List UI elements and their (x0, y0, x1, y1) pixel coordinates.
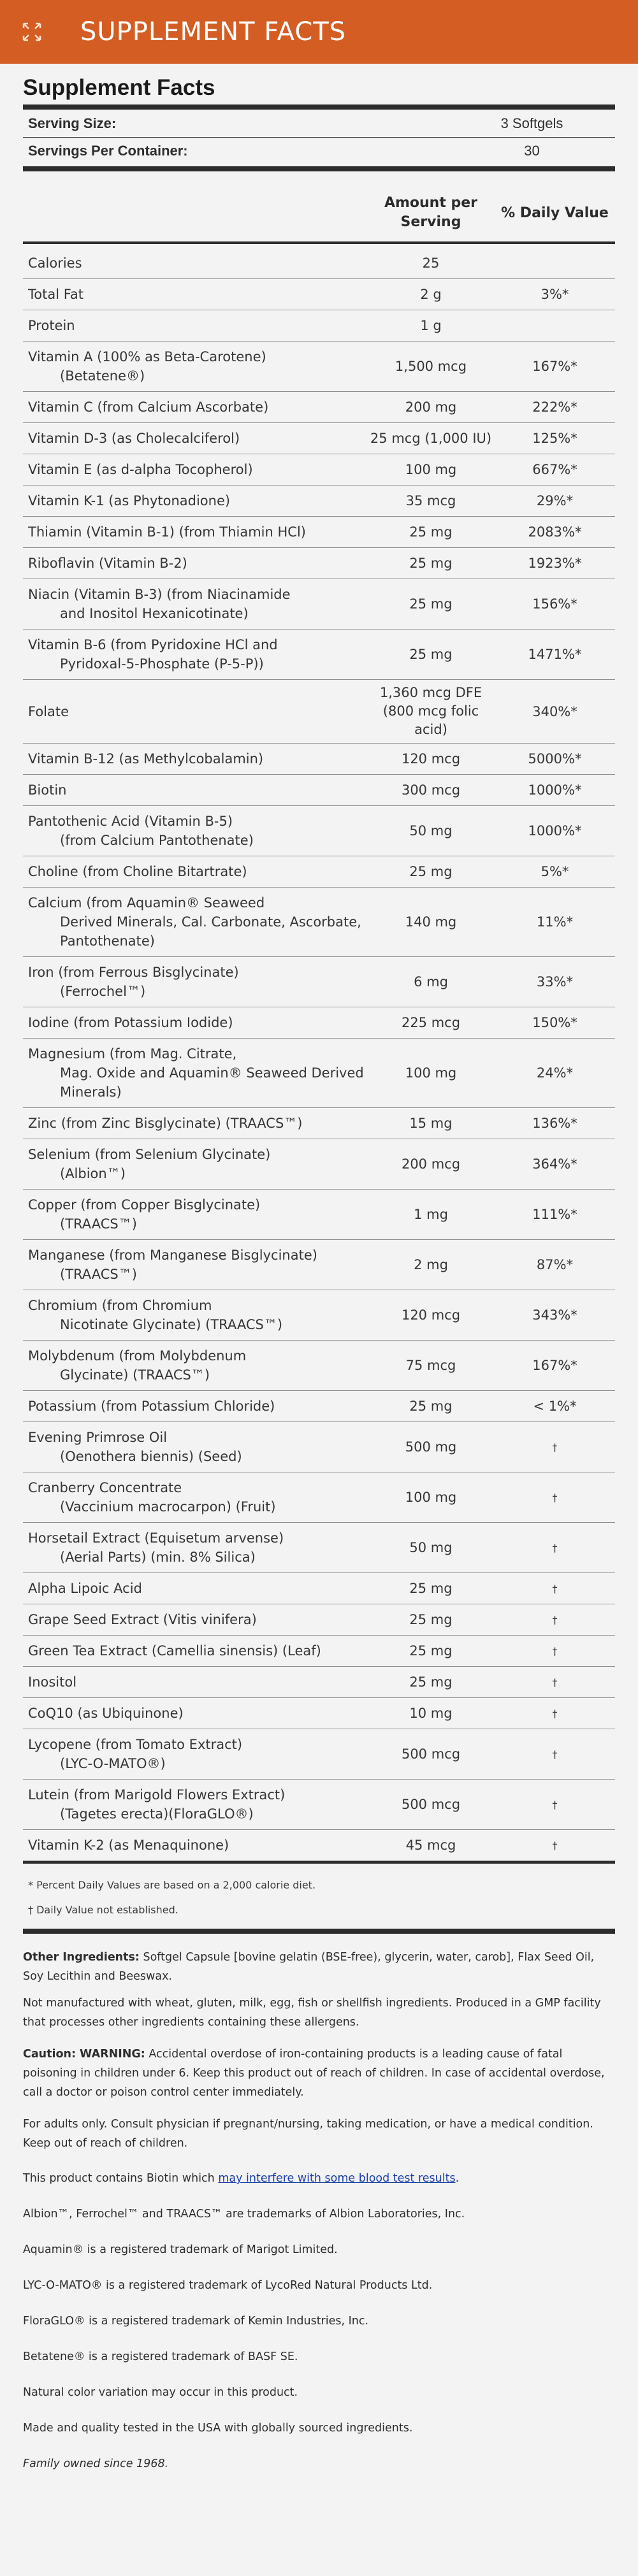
table-row (23, 1729, 615, 1780)
nutrient-source: (TRAACS™) (60, 1267, 137, 1282)
nutrient-name (23, 1007, 367, 1038)
table-row (23, 1341, 615, 1391)
nutrient-label: Potassium (from Potassium Chloride) (28, 1399, 275, 1414)
trademark-lyco: LYC-O-MATO® is a registered trademark of LycoRed Natural Products Ltd. (23, 2279, 433, 2292)
daily-value: † (552, 1676, 558, 1688)
table-row (23, 517, 615, 548)
amount-per-serving: 100 mg (405, 1065, 457, 1081)
biotin-statement (23, 2169, 615, 2188)
daily-value: 24%* (536, 1065, 574, 1081)
daily-value: 1000%* (528, 823, 582, 838)
product-info (23, 1948, 615, 2473)
trademark-floraglo: FloraGLO® is a registered trademark of Kemin Industries, Inc. (23, 2315, 369, 2328)
nutrient-label: Vitamin K-2 (as Menaquinone) (28, 1838, 229, 1853)
nutrient-name (23, 1422, 367, 1472)
daily-value: 111%* (532, 1207, 577, 1222)
nutrient-source: (Oenothera biennis) (Seed) (60, 1449, 242, 1464)
nutrient-source: (TRAACS™) (60, 1216, 137, 1232)
nutrient-table (23, 248, 615, 1861)
nutrient-source: Pyridoxal-5-Phosphate (P-5-P)) (60, 656, 264, 672)
nutrient-label: Selenium (from Selenium Glycinate) (28, 1147, 271, 1162)
amount-per-serving: 500 mcg (401, 1796, 461, 1812)
nutrient-label: Inositol (28, 1674, 77, 1690)
other-ingredients (23, 1948, 615, 1986)
footnote-daily-value: * Percent Daily Values are based on a 2,000 calorie diet. (28, 1879, 316, 1891)
daily-value: 5%* (540, 864, 569, 879)
nutrient-name (23, 1190, 367, 1239)
amount-per-serving: 140 mg (405, 914, 457, 930)
amount-per-serving: 200 mg (405, 399, 457, 415)
nutrient-source: (from Calcium Pantothenate) (60, 833, 254, 848)
amount-per-serving: 25 mg (409, 555, 453, 571)
nutrient-label: Lutein (from Marigold Flowers Extract) (28, 1787, 286, 1802)
amount-per-serving: 25 mg (409, 1674, 453, 1690)
nutrient-source: Derived Minerals, Cal. Carbonate, Ascorbate, Pantothenate) (60, 914, 361, 949)
table-row (23, 454, 615, 486)
nutrient-label: Calcium (from Aquamin® Seaweed (28, 895, 265, 910)
daily-value: † (552, 1582, 558, 1595)
amount-per-serving: 6 mg (414, 974, 448, 989)
amount-per-serving: 1,360 mcg DFE (800 mcg folic acid) (379, 685, 482, 737)
nutrient-label: Chromium (from Chromium (28, 1298, 212, 1313)
nutrient-label: Pantothenic Acid (Vitamin B-5) (28, 814, 233, 829)
nutrient-label: Vitamin K-1 (as Phytonadione) (28, 493, 231, 508)
nutrient-label: Vitamin E (as d-alpha Tocopherol) (28, 462, 253, 477)
other-ingredients-label: Other Ingredients: (23, 1951, 140, 1964)
daily-value-header: % Daily Value (501, 205, 609, 221)
table-row (23, 342, 615, 392)
daily-value: 1000%* (528, 782, 582, 798)
supplement-facts-panel (23, 73, 615, 1934)
amount-per-serving: 25 (422, 255, 440, 271)
nutrient-name (23, 696, 367, 727)
table-row (23, 1108, 615, 1139)
amount-per-serving: 75 mcg (405, 1357, 456, 1373)
nutrient-label: Folate (28, 703, 69, 719)
nutrient-label: Thiamin (Vitamin B-1) (from Thiamin HCl) (28, 524, 306, 540)
table-row (23, 1139, 615, 1190)
caution-text: Accidental overdose of iron-containing products is a leading cause of fatal poisoning in children under 6. Keep this product out of reach of children. In case of accidental overdose, call a doctor or poison control center immediately. (23, 2048, 605, 2099)
daily-value: † (552, 1707, 558, 1720)
daily-value: † (552, 1798, 558, 1811)
nutrient-name (23, 630, 367, 679)
nutrient-label: Grape Seed Extract (Vitis vinifera) (28, 1612, 257, 1627)
table-row (23, 957, 615, 1007)
adults-statement: For adults only. Consult physician if pregnant/nursing, taking medication, or have a medical condition. Keep out of reach of children. (23, 2118, 593, 2150)
daily-value: 11%* (536, 914, 574, 930)
nutrient-source: (Ferrochel™) (60, 984, 146, 999)
nutrient-source: Glycinate) (TRAACS™) (60, 1367, 210, 1383)
amount-per-serving: 25 mg (409, 863, 453, 879)
daily-value: 340%* (532, 703, 577, 719)
daily-value: 167%* (532, 359, 577, 374)
amount-per-serving: 100 mg (405, 461, 457, 477)
divider (23, 241, 615, 244)
table-row (23, 806, 615, 856)
amount-per-serving: 500 mcg (401, 1746, 461, 1762)
nutrient-source: (Vaccinium macrocarpon) (Fruit) (60, 1499, 276, 1515)
table-row (23, 1240, 615, 1290)
nutrient-label: Vitamin C (from Calcium Ascorbate) (28, 399, 269, 415)
nutrient-label: Riboflavin (Vitamin B-2) (28, 556, 187, 571)
nutrient-name (23, 856, 367, 887)
nutrient-name (23, 806, 367, 856)
family-owned: Family owned since 1968. (23, 2457, 169, 2470)
table-row (23, 1290, 615, 1341)
daily-value: 667%* (532, 462, 577, 477)
serving-size-value: 3 Softgels (500, 115, 563, 131)
amount-per-serving: 25 mg (409, 1398, 453, 1414)
amount-per-serving: 1 g (420, 317, 442, 333)
biotin-text: This product contains Biotin which (23, 2172, 219, 2185)
nutrient-name (23, 548, 367, 579)
nutrient-label: Copper (from Copper Bisglycinate) (28, 1197, 261, 1212)
amount-per-serving: 35 mcg (405, 493, 456, 508)
table-row (23, 1636, 615, 1667)
nutrient-label: Vitamin A (100% as Beta-Carotene) (28, 349, 266, 364)
nutrient-label: Calories (28, 255, 82, 271)
trademark-albion: Albion™, Ferrochel™ and TRAACS™ are trademarks of Albion Laboratories, Inc. (23, 2208, 465, 2220)
nutrient-name (23, 775, 367, 805)
amount-per-serving: 50 mg (409, 823, 453, 838)
nutrient-label: CoQ10 (as Ubiquinone) (28, 1706, 184, 1721)
table-row (23, 1830, 615, 1861)
nutrient-name (23, 486, 367, 516)
daily-value: † (552, 1839, 558, 1852)
daily-value: 150%* (532, 1015, 577, 1030)
daily-value: † (552, 1748, 558, 1760)
nutrient-label: Zinc (from Zinc Bisglycinate) (TRAACS™) (28, 1116, 303, 1131)
nutrient-source: (Tagetes erecta)(FloraGLO®) (60, 1806, 254, 1822)
facts-title: Supplement Facts (23, 75, 215, 100)
daily-value: 1923%* (528, 556, 582, 571)
nutrient-name (23, 1729, 367, 1779)
amount-per-serving: 25 mg (409, 1643, 453, 1659)
nutrient-name (23, 1341, 367, 1390)
nutrient-source: and Inositol Hexanicotinate) (60, 606, 249, 621)
table-row (23, 1604, 615, 1636)
amount-per-serving: 100 mg (405, 1489, 457, 1505)
amount-per-serving: 25 mg (409, 1611, 453, 1627)
daily-value: 156%* (532, 596, 577, 612)
serving-size-label: Serving Size: (28, 115, 117, 131)
amount-per-serving: 300 mcg (401, 782, 461, 798)
nutrient-name (23, 1698, 367, 1729)
trademark-aquamin: Aquamin® is a registered trademark of Marigot Limited. (23, 2243, 338, 2256)
table-row (23, 1391, 615, 1422)
table-row (23, 744, 615, 775)
daily-value: < 1%* (533, 1399, 577, 1414)
table-row (23, 775, 615, 806)
amount-per-serving: 2 g (420, 286, 442, 302)
nutrient-label: Manganese (from Manganese Bisglycinate) (28, 1248, 317, 1263)
amount-per-serving: 1 mg (414, 1206, 448, 1222)
nutrient-name (23, 1290, 367, 1340)
table-row (23, 1573, 615, 1604)
nutrient-name (23, 888, 367, 956)
daily-value: 87%* (536, 1257, 574, 1272)
daily-value: 2083%* (528, 524, 582, 540)
amount-per-serving: 1,500 mcg (395, 358, 467, 374)
daily-value: 136%* (532, 1116, 577, 1131)
amount-per-serving: 2 mg (414, 1256, 448, 1272)
nutrient-label: Vitamin D-3 (as Cholecalciferol) (28, 431, 240, 446)
footnote-not-established: † Daily Value not established. (28, 1904, 178, 1916)
table-row (23, 548, 615, 579)
amount-per-serving: 25 mg (409, 524, 453, 540)
table-row (23, 888, 615, 957)
amount-per-serving: 120 mcg (401, 751, 461, 766)
amount-per-serving: 25 mg (409, 596, 453, 612)
nutrient-name (23, 1472, 367, 1522)
table-row (23, 856, 615, 888)
table-row (23, 279, 615, 310)
table-row (23, 579, 615, 630)
color-variation: Natural color variation may occur in this product. (23, 2386, 298, 2399)
daily-value: 29%* (536, 493, 574, 508)
nutrient-label: Total Fat (28, 287, 83, 302)
nutrient-name (23, 1573, 367, 1604)
caution-warning (23, 2045, 615, 2102)
nutrient-label: Magnesium (from Mag. Citrate, (28, 1046, 237, 1061)
nutrient-label: Molybdenum (from Molybdenum (28, 1348, 247, 1364)
table-row (23, 1190, 615, 1240)
expand-arrows-icon[interactable] (22, 22, 42, 42)
nutrient-source: (Betatene®) (60, 368, 145, 384)
nutrient-name (23, 1039, 367, 1107)
nutrient-label: Iodine (from Potassium Iodide) (28, 1015, 233, 1030)
amount-per-serving: 25 mg (409, 646, 453, 662)
nutrient-name (23, 248, 367, 278)
daily-value: 343%* (532, 1307, 577, 1323)
amount-per-serving: 10 mg (409, 1705, 453, 1721)
nutrient-source: (Albion™) (60, 1166, 126, 1181)
nutrient-name (23, 454, 367, 485)
divider (23, 104, 615, 110)
nutrient-name (23, 517, 367, 547)
nutrient-label: Lycopene (from Tomato Extract) (28, 1737, 243, 1752)
table-row (23, 310, 615, 342)
nutrient-source: (Aerial Parts) (min. 8% Silica) (60, 1550, 256, 1565)
nutrient-label: Choline (from Choline Bitartrate) (28, 864, 247, 879)
nutrient-name (23, 1604, 367, 1635)
table-row (23, 1472, 615, 1523)
blood-test-link[interactable]: may interfere with some blood test results (218, 2172, 456, 2185)
nutrient-name (23, 1780, 367, 1829)
table-row (23, 680, 615, 744)
daily-value: 167%* (532, 1358, 577, 1373)
table-row (23, 392, 615, 423)
nutrient-label: Cranberry Concentrate (28, 1480, 182, 1495)
nutrient-name (23, 1636, 367, 1666)
nutrient-source: (LYC-O-MATO®) (60, 1756, 166, 1771)
amount-per-serving: 120 mcg (401, 1307, 461, 1323)
caution-label: Caution: WARNING: (23, 2048, 145, 2061)
table-row (23, 1698, 615, 1729)
daily-value: 3%* (540, 287, 569, 302)
amount-per-serving: 500 mg (405, 1439, 457, 1455)
table-row (23, 1523, 615, 1573)
nutrient-name (23, 1667, 367, 1697)
nutrient-name (23, 392, 367, 422)
servings-label: Servings Per Container: (28, 142, 188, 159)
allergen-statement: Not manufactured with wheat, gluten, milk, egg, fish or shellfish ingredients. Produced in a GMP facility that processes other ingredients containing these allergens. (23, 1997, 601, 2029)
serving-size-row (23, 110, 615, 137)
amount-per-serving: 50 mg (409, 1539, 453, 1555)
nutrient-name (23, 1523, 367, 1572)
divider (23, 166, 615, 171)
nutrient-name (23, 1391, 367, 1421)
daily-value: † (552, 1613, 558, 1626)
table-row (23, 248, 615, 279)
amount-header: Amount per Serving (384, 195, 478, 230)
amount-per-serving: 45 mcg (405, 1837, 456, 1853)
table-row (23, 486, 615, 517)
daily-value: 5000%* (528, 751, 582, 766)
other-ingredients-text: Softgel Capsule [bovine gelatin (BSE-free), glycerin, water, carob], Flax Seed Oil, Soy Lecithin and Beeswax. (23, 1951, 595, 1983)
nutrient-name (23, 744, 367, 774)
divider (23, 1929, 615, 1934)
nutrient-label: Vitamin B-12 (as Methylcobalamin) (28, 751, 264, 766)
servings-per-container-row (23, 138, 615, 164)
table-row (23, 1039, 615, 1108)
nutrient-label: Iron (from Ferrous Bisglycinate) (28, 965, 239, 980)
nutrient-name (23, 1240, 367, 1290)
amount-per-serving: 15 mg (409, 1115, 453, 1131)
nutrient-source: Mag. Oxide and Aquamin® Seaweed Derived Minerals) (60, 1065, 364, 1100)
table-header (23, 184, 615, 241)
servings-value: 30 (524, 142, 540, 159)
nutrient-name (23, 279, 367, 310)
daily-value: 1471%* (528, 647, 582, 662)
nutrient-label: Biotin (28, 782, 67, 798)
nutrient-label: Protein (28, 318, 75, 333)
nutrient-label: Horsetail Extract (Equisetum arvense) (28, 1530, 284, 1546)
nutrient-label: Niacin (Vitamin B-3) (from Niacinamide (28, 587, 291, 602)
table-row (23, 1667, 615, 1698)
daily-value: † (552, 1644, 558, 1657)
nutrient-name (23, 957, 367, 1007)
table-row (23, 1422, 615, 1472)
daily-value: † (552, 1491, 558, 1504)
amount-per-serving: 200 mcg (401, 1156, 461, 1172)
nutrient-name (23, 342, 367, 391)
table-row (23, 630, 615, 680)
daily-value: 33%* (536, 974, 574, 989)
nutrient-name (23, 1139, 367, 1189)
nutrient-label: Evening Primrose Oil (28, 1430, 168, 1445)
daily-value: 222%* (532, 399, 577, 415)
daily-value: † (552, 1541, 558, 1554)
nutrient-name (23, 310, 367, 341)
nutrient-name (23, 423, 367, 454)
made-in-usa: Made and quality tested in the USA with globally sourced ingredients. (23, 2422, 413, 2435)
table-row (23, 1780, 615, 1830)
nutrient-label: Green Tea Extract (Camellia sinensis) (Leaf) (28, 1643, 321, 1659)
daily-value: 364%* (532, 1156, 577, 1172)
nutrient-label: Alpha Lipoic Acid (28, 1581, 142, 1596)
nutrient-source: Nicotinate Glycinate) (TRAACS™) (60, 1317, 283, 1332)
nutrient-name (23, 1830, 367, 1860)
nutrient-name (23, 1108, 367, 1139)
amount-per-serving: 225 mcg (401, 1014, 461, 1030)
daily-value: 125%* (532, 431, 577, 446)
amount-per-serving: 25 mg (409, 1580, 453, 1596)
daily-value: † (552, 1441, 558, 1453)
trademark-betatene: Betatene® is a registered trademark of BASF SE. (23, 2350, 298, 2363)
section-banner[interactable] (0, 0, 638, 64)
amount-per-serving: 25 mcg (1,000 IU) (370, 430, 492, 446)
table-row (23, 423, 615, 454)
table-row (23, 1007, 615, 1039)
nutrient-name (23, 579, 367, 629)
biotin-period: . (455, 2172, 460, 2185)
banner-title: SUPPLEMENT FACTS (80, 17, 347, 47)
nutrient-label: Vitamin B-6 (from Pyridoxine HCl and (28, 637, 278, 652)
